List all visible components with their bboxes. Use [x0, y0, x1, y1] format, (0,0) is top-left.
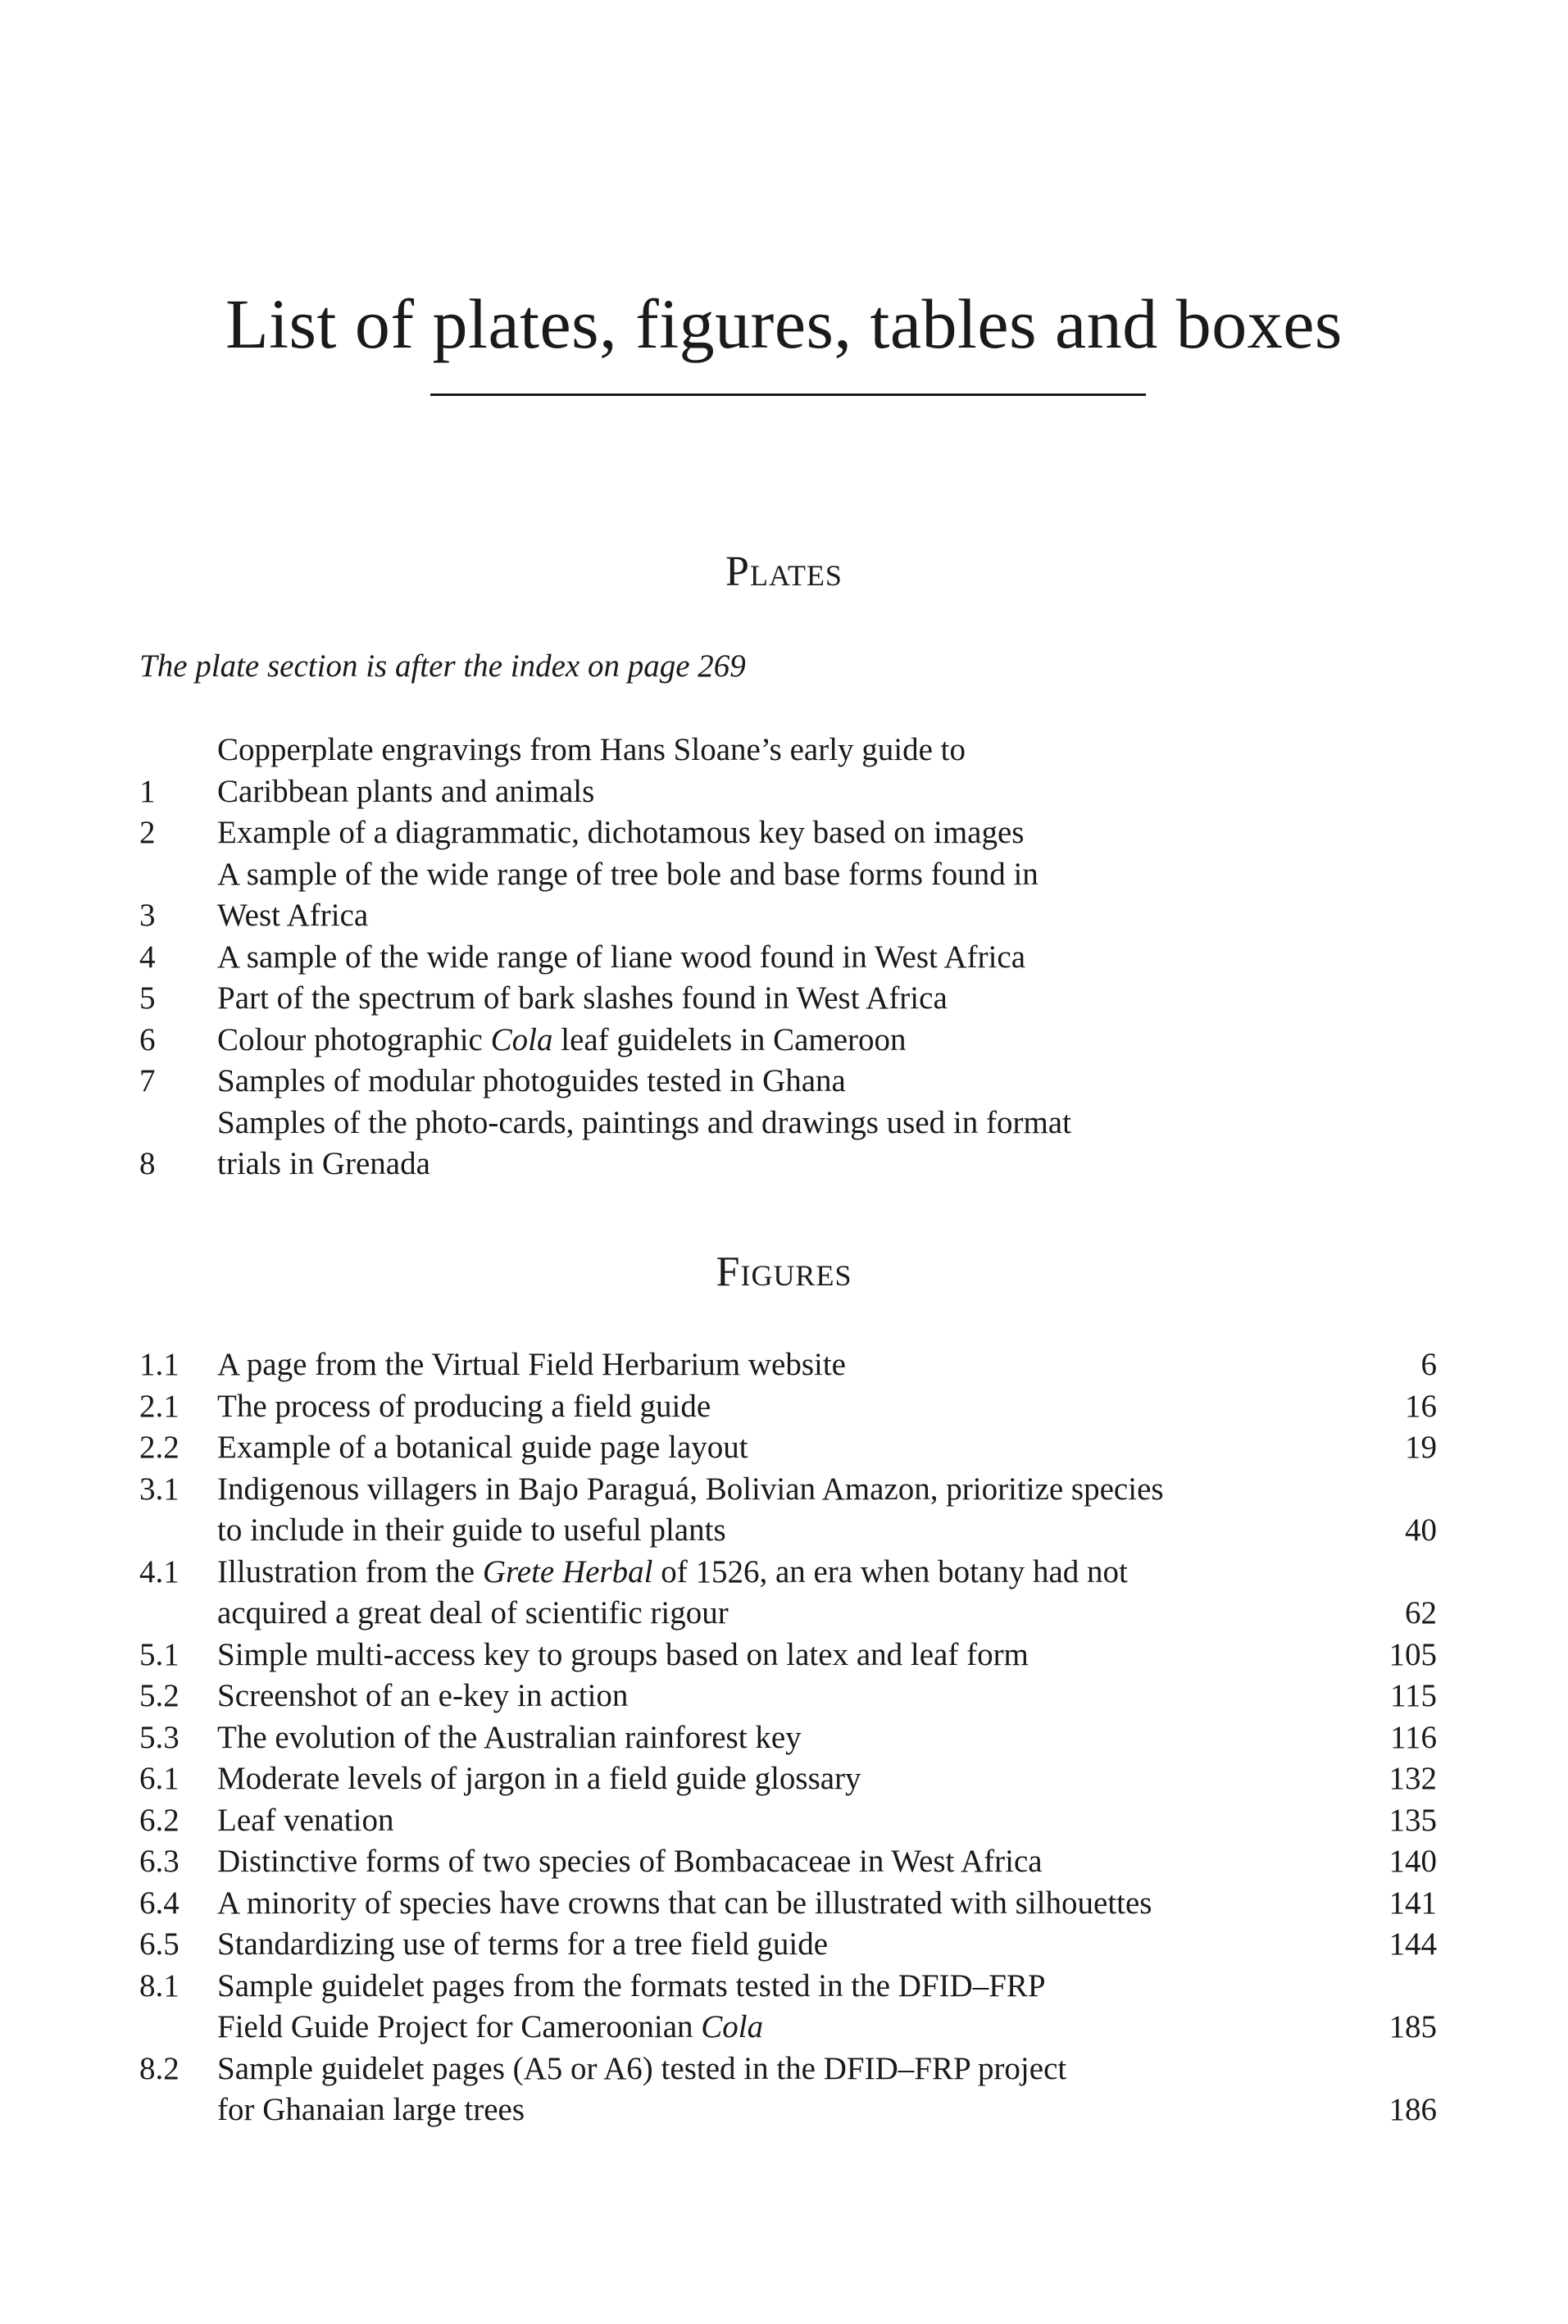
figure-page-number: 62: [1405, 1595, 1437, 1630]
figures-list: [139, 1344, 1437, 2131]
plate-caption: Samples of the photo-cards, paintings and drawings used in format trials in Grenada: [217, 1104, 1071, 1181]
figure-caption: Example of a botanical guide page layout: [217, 1430, 748, 1465]
figure-page-number: 144: [1388, 1926, 1437, 1962]
figure-caption: A page from the Virtual Field Herbarium website: [217, 1347, 846, 1382]
plate-entry: [139, 1103, 1437, 1185]
figure-page-number: 16: [1405, 1388, 1437, 1424]
figure-number: 2.1: [139, 1388, 180, 1424]
plate-caption: Copperplate engravings from Hans Sloane’s early guide to Caribbean plants and animals: [217, 732, 966, 809]
figure-entry: [139, 1635, 1437, 1676]
figure-entry: [139, 1966, 1437, 2049]
figure-page-number: 115: [1389, 1678, 1437, 1713]
plates-list: [139, 730, 1437, 1185]
figure-caption: Sample guidelet pages (A5 or A6) tested in the DFID–FRP project for Ghanaian large trees: [217, 2050, 1067, 2127]
plate-number: 2: [139, 815, 156, 850]
figure-caption: Illustration from the Grete Herbal of 1526, an era when botany had not acquired a great deal of scientific rigour: [217, 1553, 1128, 1630]
figure-entry: [139, 1344, 1437, 1386]
figure-number: 2.2: [139, 1430, 180, 1465]
figure-caption: Leaf venation: [217, 1802, 394, 1838]
figure-number: 8.1: [139, 1967, 180, 2003]
plate-caption: Colour photographic Cola leaf guidelets in Cameroon: [217, 1021, 907, 1057]
figure-entry: [139, 2049, 1437, 2131]
plate-caption: A sample of the wide range of tree bole and base forms found in West Africa: [217, 856, 1039, 933]
figure-entry: [139, 1924, 1437, 1966]
figure-entry: [139, 1427, 1437, 1469]
plate-number: 6: [139, 1021, 156, 1057]
figure-caption: Indigenous villagers in Bajo Paraguá, Bolivian Amazon, prioritize species to include in their guide to useful plants: [217, 1471, 1164, 1548]
plate-caption: Example of a diagrammatic, dichotamous key based on images: [217, 815, 1025, 850]
figure-caption: A minority of species have crowns that can be illustrated with silhouettes: [217, 1885, 1152, 1921]
figure-caption: Standardizing use of terms for a tree field guide: [217, 1926, 829, 1962]
plate-entry: [139, 937, 1437, 979]
figure-number: 6.4: [139, 1885, 180, 1921]
figure-caption: Moderate levels of jargon in a field guide glossary: [217, 1761, 861, 1796]
figure-entry: [139, 1676, 1437, 1717]
plate-entry: [139, 1061, 1437, 1103]
plate-number: 5: [139, 980, 156, 1016]
plates-note: The plate section is after the index on page 269: [139, 648, 746, 684]
figure-page-number: 132: [1388, 1761, 1437, 1796]
plate-caption: A sample of the wide range of liane wood found in West Africa: [217, 939, 1026, 975]
figure-page-number: 40: [1405, 1512, 1437, 1548]
plate-number: 8: [139, 1146, 156, 1181]
figure-number: 6.1: [139, 1761, 180, 1796]
figure-number: 1.1: [139, 1347, 180, 1382]
figure-caption: The evolution of the Australian rainforest key: [217, 1719, 802, 1755]
figure-entry: [139, 1758, 1437, 1800]
figure-number: 4.1: [139, 1553, 180, 1590]
figure-number: 6.2: [139, 1802, 180, 1838]
figure-page-number: 186: [1388, 2092, 1437, 2127]
figure-entry: [139, 1800, 1437, 1842]
page-title: List of plates, figures, tables and boxes: [225, 284, 1343, 363]
figure-page-number: 116: [1389, 1719, 1437, 1755]
figure-number: 6.5: [139, 1926, 180, 1962]
figure-number: 5.2: [139, 1678, 180, 1713]
figure-entry: [139, 1552, 1437, 1635]
figure-caption: Simple multi-access key to groups based on latex and leaf form: [217, 1636, 1029, 1672]
figure-entry: [139, 1717, 1437, 1759]
figure-number: 6.3: [139, 1844, 180, 1879]
figure-page-number: 105: [1388, 1636, 1437, 1672]
figure-number: 3.1: [139, 1471, 180, 1507]
figure-entry: [139, 1386, 1437, 1428]
figure-page-number: 141: [1388, 1885, 1437, 1921]
figure-caption: The process of producing a field guide: [217, 1388, 711, 1424]
figure-number: 5.3: [139, 1719, 180, 1755]
figure-number: 5.1: [139, 1636, 180, 1672]
plate-entry: [139, 978, 1437, 1020]
plate-caption: Samples of modular photoguides tested in Ghana: [217, 1063, 846, 1098]
figure-caption: Screenshot of an e-key in action: [217, 1678, 629, 1713]
figure-page-number: 6: [1420, 1347, 1437, 1382]
figure-entry: [139, 1883, 1437, 1925]
figure-page-number: 185: [1388, 2009, 1437, 2044]
plates-heading: Plates: [725, 548, 843, 595]
figures-heading: Figures: [716, 1248, 852, 1295]
plate-entry: [139, 730, 1437, 812]
plate-entry: [139, 1020, 1437, 1062]
figure-number: 8.2: [139, 2050, 180, 2086]
figure-caption: Sample guidelet pages from the formats tested in the DFID–FRP Field Guide Project for Cameroonian Cola: [217, 1967, 1046, 2044]
plate-number: 4: [139, 939, 156, 975]
plate-entry: [139, 812, 1437, 854]
figure-caption: Distinctive forms of two species of Bombacaceae in West Africa: [217, 1844, 1043, 1879]
plate-entry: [139, 854, 1437, 937]
title-rule: [430, 393, 1146, 396]
plate-caption: Part of the spectrum of bark slashes found in West Africa: [217, 980, 948, 1016]
plate-number: 7: [139, 1063, 156, 1098]
figure-page-number: 19: [1405, 1430, 1437, 1465]
figure-entry: [139, 1469, 1437, 1552]
figure-page-number: 140: [1388, 1844, 1437, 1879]
figure-entry: [139, 1841, 1437, 1883]
plate-number: 1: [139, 773, 156, 809]
plate-number: 3: [139, 898, 156, 933]
figure-page-number: 135: [1388, 1802, 1437, 1838]
